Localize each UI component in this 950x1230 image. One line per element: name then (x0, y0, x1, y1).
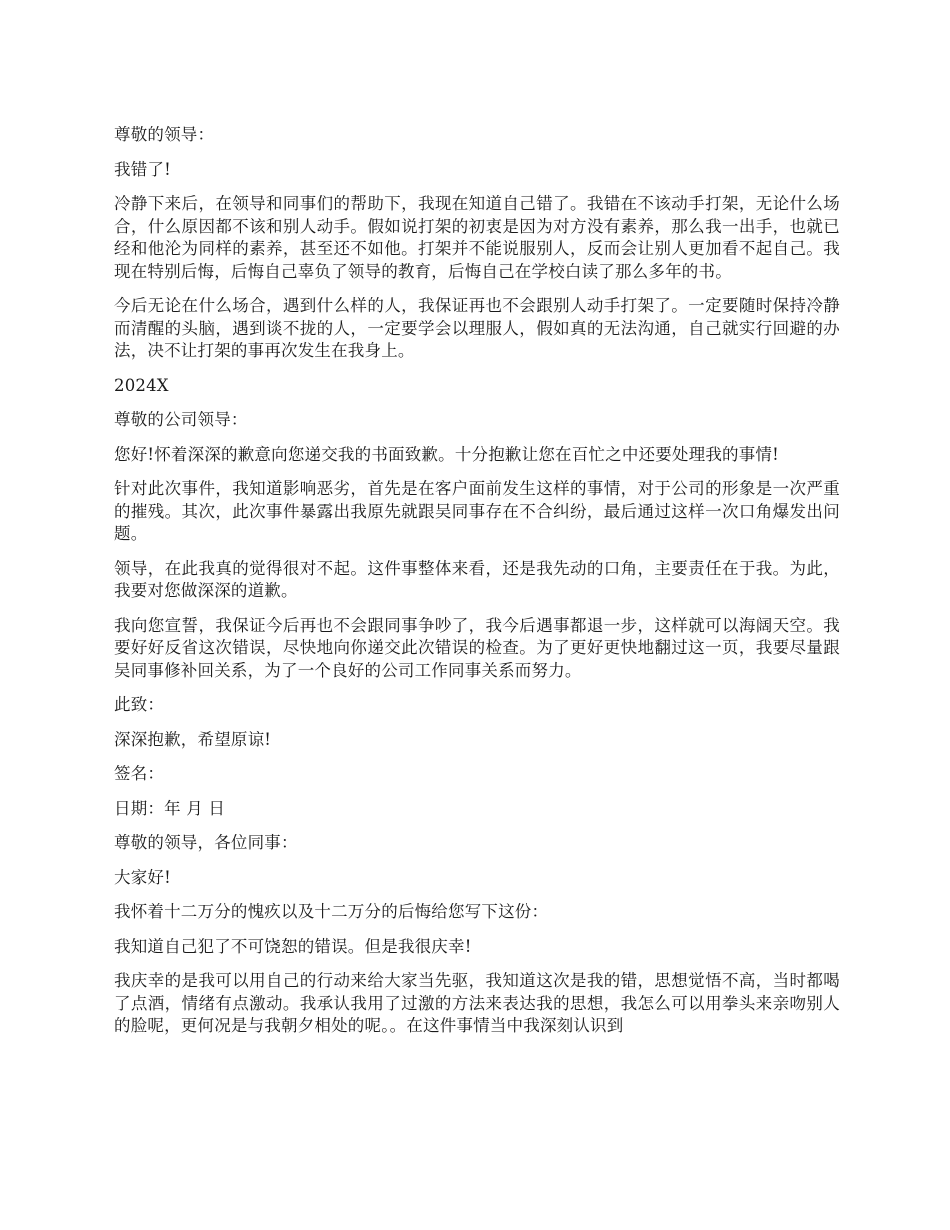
opening-line: 我错了! (114, 159, 171, 179)
closing-line: 此致： (114, 695, 165, 714)
section-year: 2024X (114, 375, 169, 395)
salutation: 尊敬的领导，各位同事： (114, 833, 298, 852)
body-paragraph: 领导，在此我真的觉得很对不起。这件事整体来看，还是我先动的口角，主要责任在于我。为此，我要对您做深深的道歉。 (114, 558, 840, 600)
greeting-line: 大家好! (114, 867, 171, 887)
document-page (114, 124, 840, 1050)
body-paragraph: 我知道自己犯了不可饶恕的错误。但是我很庆幸! (114, 936, 472, 956)
body-paragraph: 今后无论在什么场合，遇到什么样的人，我保证再也不会跟别人动手打架了。一定要随时保持冷静而清醒的头脑，遇到谈不拢的人，一定要学会以理服人，假如真的无法沟通，自己就实行回避的办法，决不让打架的事再次发生在我身上。 (114, 296, 840, 360)
body-paragraph: 我庆幸的是我可以用自己的行动来给大家当先驱，我知道这次是我的错，思想觉悟不高，当时都喝了点酒，情绪有点激动。我承认我用了过激的方法来表达我的思想，我怎么可以用拳头来亲吻别人的脸呢，更何况是与我朝夕相处的呢。。在这件事情当中我深刻认识到 (114, 971, 840, 1035)
body-paragraph: 冷静下来后，在领导和同事们的帮助下，我现在知道自己错了。我错在不该动手打架，无论什么场合，什么原因都不该和别人动手。假如说打架的初衷是因为对方没有素养，那么我一出手，也就已经和他沦为同样的素养，甚至还不如他。打架并不能说服别人，反而会让别人更加看不起自己。我现在特别后悔，后悔自己辜负了领导的教育，后悔自己在学校白读了那么多年的书。 (114, 194, 840, 281)
salutation: 尊敬的领导： (114, 125, 215, 144)
body-paragraph: 您好!怀着深深的歉意向您递交我的书面致歉。十分抱歉让您在百忙之中还要处理我的事情! (114, 444, 779, 464)
closing-line: 深深抱歉，希望原谅! (114, 729, 272, 749)
body-paragraph: 针对此次事件，我知道影响恶劣，首先是在客户面前发生这样的事情，对于公司的形象是一次严重的摧残。其次，此次事件暴露出我原先就跟吴同事存在不合纠纷，最后通过这样一次口角爆发出问题。 (114, 479, 840, 543)
date-line: 日期：年 月 日 (114, 798, 226, 818)
body-paragraph: 我向您宣誓，我保证今后再也不会跟同事争吵了，我今后遇事都退一步，这样就可以海阔天空。我要好好反省这次错误，尽快地向你递交此次错误的检查。为了更好更快地翻过这一页，我要尽量跟吴同事修补回关系，为了一个良好的公司工作同事关系而努力。 (114, 615, 840, 680)
signature-line: 签名： (114, 764, 165, 783)
salutation: 尊敬的公司领导： (114, 410, 248, 429)
body-paragraph: 我怀着十二万分的愧疚以及十二万分的后悔给您写下这份： (114, 902, 549, 921)
